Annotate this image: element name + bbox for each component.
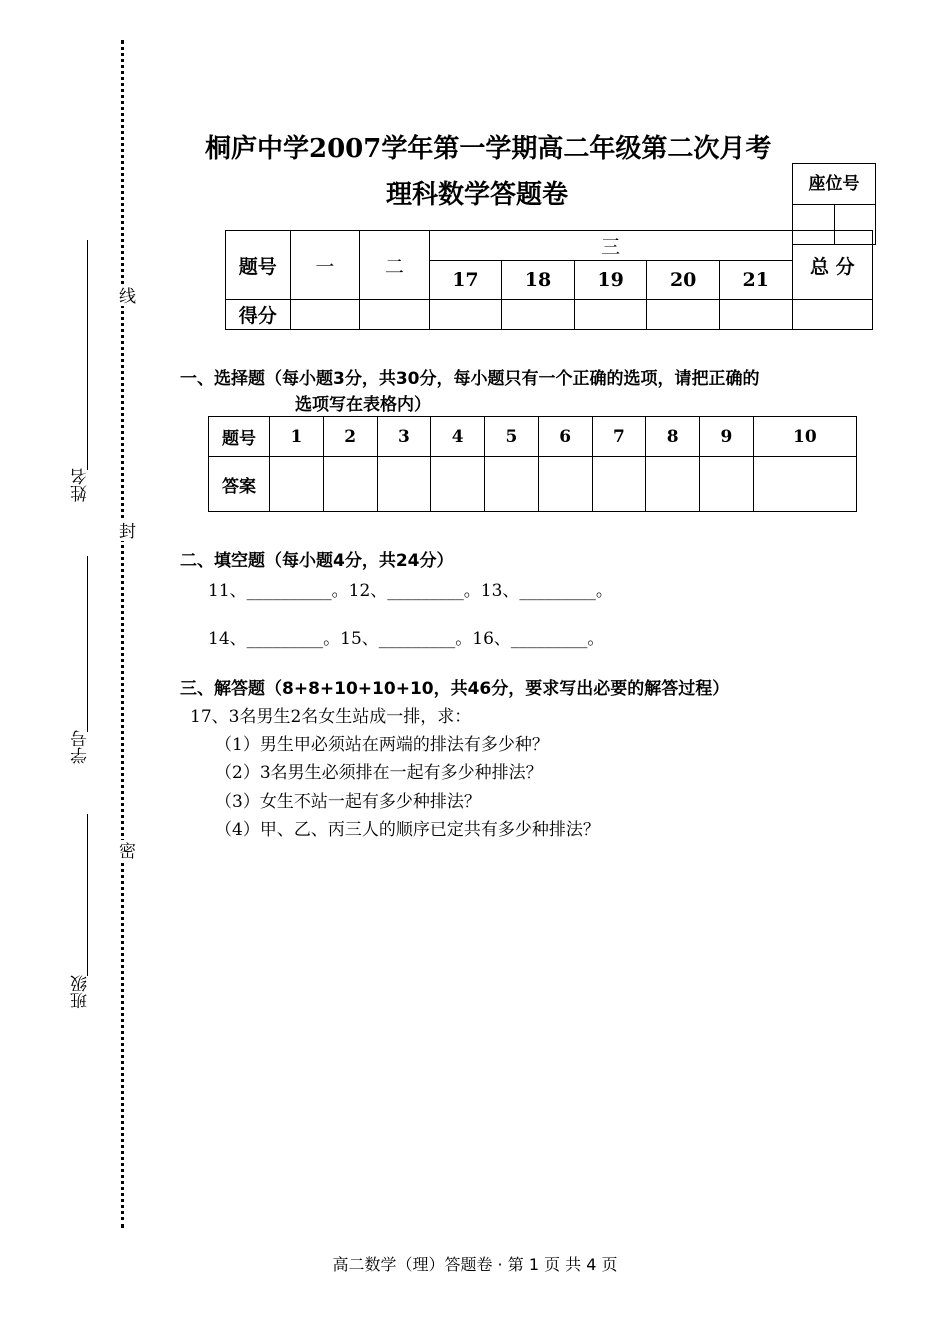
score-table — [225, 230, 873, 330]
name-label: 姓名 — [71, 468, 91, 502]
choice-answer-cell[interactable] — [377, 457, 431, 512]
choice-number: 4 — [431, 417, 485, 457]
score-cell[interactable] — [429, 300, 502, 330]
binding-mark-line: 线 — [113, 285, 138, 306]
fill-blank-line-1[interactable]: 11、__________。12、_________。13、_________。 — [208, 581, 613, 601]
choice-number: 2 — [323, 417, 377, 457]
exam-subtitle: 理科数学答题卷 — [386, 180, 569, 210]
answer-area[interactable] — [180, 845, 860, 1225]
page-footer: 高二数学（理）答题卷 · 第 1 页 共 4 页 — [332, 1255, 618, 1274]
class-label: 班级 — [71, 975, 91, 1009]
choice-number: 3 — [377, 417, 431, 457]
student-id-field-line — [87, 556, 88, 732]
score-cell[interactable] — [574, 300, 647, 330]
choice-answer-cell[interactable] — [485, 457, 539, 512]
section-3-heading: 三、解答题（8+8+10+10+10，共46分，要求写出必要的解答过程） — [180, 679, 730, 699]
score-cell[interactable] — [792, 300, 872, 330]
section-1-heading-continued: 选项写在表格内） — [295, 395, 431, 415]
score-table-score-label: 得分 — [226, 300, 291, 330]
score-table-part-1: 一 — [290, 231, 360, 300]
score-table-part-3: 三 — [429, 231, 792, 261]
fill-blank-line-2[interactable]: 14、_________。15、_________。16、_________。 — [208, 629, 605, 649]
choice-answer-cell[interactable] — [431, 457, 485, 512]
score-table-sub-19: 19 — [574, 261, 647, 300]
class-field-line — [87, 814, 88, 976]
score-cell[interactable] — [360, 300, 430, 330]
choice-answer-cell[interactable] — [753, 457, 856, 512]
choice-answer-cell[interactable] — [700, 457, 754, 512]
score-table-sub-17: 17 — [429, 261, 502, 300]
question-17-part-3: （3）女生不站一起有多少种排法？ — [215, 792, 481, 812]
choice-number: 5 — [485, 417, 539, 457]
score-table-total-label: 总 分 — [792, 231, 872, 300]
exam-title: 桐庐中学2007学年第一学期高二年级第二次月考 — [205, 134, 772, 164]
question-17-part-4: （4）甲、乙、丙三人的顺序已定共有多少种排法？ — [215, 820, 600, 840]
choice-answer-cell[interactable] — [538, 457, 592, 512]
choice-answer-cell[interactable] — [323, 457, 377, 512]
choice-number: 7 — [592, 417, 646, 457]
choice-number: 6 — [538, 417, 592, 457]
choice-number: 10 — [753, 417, 856, 457]
score-table-sub-20: 20 — [647, 261, 720, 300]
question-17-part-2: （2）3名男生必须排在一起有多少种排法？ — [215, 763, 543, 783]
binding-mark-seal: 封 — [113, 520, 138, 541]
score-table-question-label: 题号 — [226, 231, 291, 300]
dotted-binding-line — [121, 40, 124, 1228]
choice-table-question-label: 题号 — [209, 417, 270, 457]
seat-number-label: 座位号 — [793, 164, 875, 205]
name-field-line — [87, 240, 88, 470]
score-cell[interactable] — [647, 300, 720, 330]
question-17-part-1: （1）男生甲必须站在两端的排法有多少种？ — [215, 735, 549, 755]
score-cell[interactable] — [290, 300, 360, 330]
binding-mark-secret: 密 — [113, 840, 138, 861]
section-2-heading: 二、填空题（每小题4分，共24分） — [180, 551, 454, 571]
choice-number: 8 — [646, 417, 700, 457]
score-table-sub-18: 18 — [502, 261, 575, 300]
choice-number: 9 — [700, 417, 754, 457]
choice-answer-cell[interactable] — [592, 457, 646, 512]
choice-answer-cell[interactable] — [646, 457, 700, 512]
question-17: 17、3名男生2名女生站成一排，求： — [190, 707, 472, 727]
score-cell[interactable] — [719, 300, 792, 330]
section-1-heading: 一、选择题（每小题3分，共30分，每小题只有一个正确的选项，请把正确的 — [180, 369, 760, 389]
choice-number: 1 — [270, 417, 324, 457]
score-cell[interactable] — [502, 300, 575, 330]
score-table-sub-21: 21 — [719, 261, 792, 300]
choice-answer-table — [208, 416, 857, 512]
score-table-part-2: 二 — [360, 231, 430, 300]
choice-table-answer-label: 答案 — [209, 457, 270, 512]
student-id-label: 学号 — [71, 730, 91, 764]
choice-answer-cell[interactable] — [270, 457, 324, 512]
